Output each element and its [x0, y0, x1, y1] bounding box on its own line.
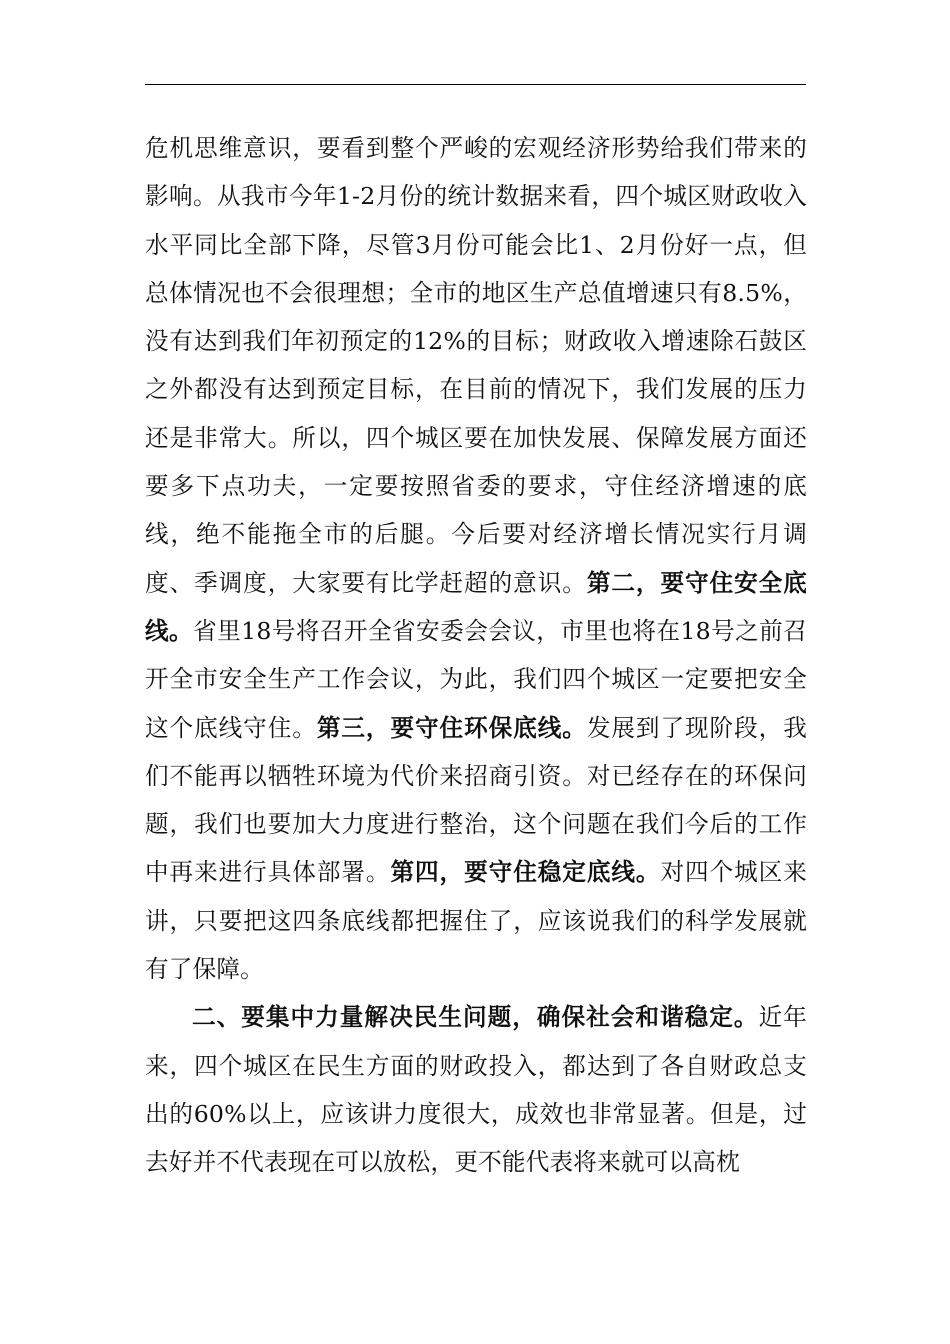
paragraph-1-text-1: 危机思维意识，要看到整个严峻的宏观经济形势给我们带来的影响。从我市今年1-2月份的统计数据来看，四个城区财政收入水平同比全部下降，尽管3月份可能会比1、2月份好一点，但总体情况也不会很理想；全市的地区生产总值增速只有8.5%，没有达到我们年初预定的12%的目标；财政收入增速除石鼓区之外都没有达到预定目标，在目前的情况下，我们发展的压力还是非常大。所以，四个城区要在加快发展、保障发展方面还要多下点功夫，一定要按照省委的要求，守住经济增速的底线，绝不能拖全市的后腿。今后要对经济增长情况实行月调度、季调度，大家要有比学赶超的意识。 [145, 134, 807, 597]
paragraph-2-text: 近年来，四个城区在民生方面的财政投入，都达到了各自财政总支出的60%以上，应该讲力度很大，成效也非常显著。但是，过去好并不代表现在可以放松，更不能代表将来就可以高枕 [145, 1003, 807, 1177]
header-rule [145, 84, 806, 85]
point-three-heading: 第三，要守住环保底线。 [316, 713, 587, 742]
point-two-heading: 第二，要守住安全底线。 [145, 568, 807, 645]
paragraph-1 [145, 124, 807, 993]
paragraph-2 [145, 993, 807, 1186]
document-body [145, 124, 807, 1187]
paragraph-1-text-3: 发展到了现阶段，我们不能再以牺牲环境为代价来招商引资。对已经存在的环保问题，我们也要加大力度进行整治，这个问题在我们今后的工作中再来进行具体部署。 [145, 713, 807, 887]
section-two-heading: 二、要集中力量解决民生问题，确保社会和谐稳定。 [192, 1003, 759, 1032]
paragraph-1-text-4: 对四个城区来讲，只要把这四条底线都把握住了，应该说我们的科学发展就有了保障。 [145, 858, 808, 984]
point-four-heading: 第四，要守住稳定底线。 [390, 858, 661, 887]
paragraph-1-text-2: 省里18号将召开全省安委会会议，市里也将在18号之前召开全市安全生产工作会议，为此，我们四个城区一定要把安全这个底线守住。 [145, 616, 807, 742]
